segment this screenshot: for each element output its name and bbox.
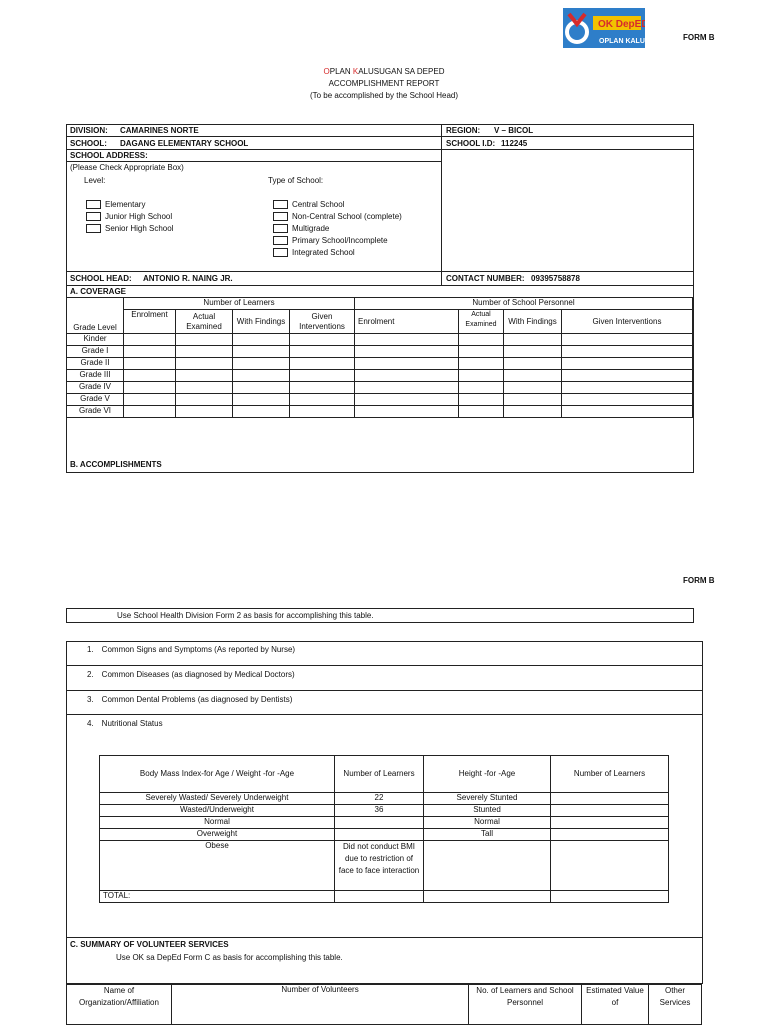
- head-value: ANTONIO R. NAING JR.: [143, 274, 233, 283]
- volunteer-title: C. SUMMARY OF VOLUNTEER SERVICES: [70, 940, 229, 949]
- deped-logo: [563, 8, 645, 48]
- table-row: Wasted/Underweight 36 Stunted: [100, 805, 669, 817]
- checkbox[interactable]: [86, 200, 101, 209]
- table-row: Kinder: [67, 334, 693, 346]
- level-elementary[interactable]: Elementary: [86, 199, 145, 211]
- table-row: Grade IV: [67, 382, 693, 394]
- item-3: 3. Common Dental Problems (as diagnosed by Dentists): [87, 695, 293, 704]
- coverage-title: A. COVERAGE: [70, 287, 127, 296]
- type-label: Type of School:: [268, 176, 324, 185]
- level-label: Level:: [84, 176, 106, 185]
- col-estimated-value: Estimated Value of: [582, 985, 649, 1025]
- check-note: (Please Check Appropriate Box): [70, 163, 184, 172]
- school-value: DAGANG ELEMENTARY SCHOOL: [120, 139, 249, 148]
- checkbox[interactable]: [273, 212, 288, 221]
- n1-header: Number of Learners: [335, 756, 424, 793]
- table-row: Overweight Tall: [100, 829, 669, 841]
- hfa-header: Height -for -Age: [424, 756, 551, 793]
- col-enrolment: Enrolment: [124, 310, 176, 334]
- form-label-2: FORM B: [683, 576, 715, 585]
- school-id-label: SCHOOL I.D:: [446, 139, 496, 148]
- nutrition-table: [99, 755, 669, 903]
- type-non-central[interactable]: Non-Central School (complete): [273, 211, 402, 223]
- form-label: FORM B: [683, 33, 715, 42]
- col-given-interventions: Given Interventions: [290, 310, 355, 334]
- checkbox[interactable]: [273, 224, 288, 233]
- coverage-table: [66, 297, 693, 418]
- region-label: REGION:: [446, 126, 481, 135]
- school-id-value: 112245: [501, 139, 528, 148]
- logo-graphic: [563, 8, 645, 48]
- bmi-header: Body Mass Index-for Age / Weight -for -Age: [100, 756, 335, 793]
- title-line-3: (To be accomplished by the School Head): [309, 91, 459, 100]
- type-central[interactable]: Central School: [273, 199, 344, 211]
- address-label: SCHOOL ADDRESS:: [70, 151, 148, 160]
- table-row: Grade II: [67, 358, 693, 370]
- checkbox[interactable]: [273, 200, 288, 209]
- table-row: Severely Wasted/ Severely Underweight 22 Severely Stunted: [100, 793, 669, 805]
- checkbox[interactable]: [86, 212, 101, 221]
- item-2: 2. Common Diseases (as diagnosed by Medical Doctors): [87, 670, 295, 679]
- title-line-2: ACCOMPLISHMENT REPORT: [328, 79, 440, 88]
- table-row: Grade V: [67, 394, 693, 406]
- col-actual-examined: Actual Examined: [176, 310, 233, 334]
- level-junior-high[interactable]: Junior High School: [86, 211, 172, 223]
- volunteer-table: [66, 984, 702, 1025]
- table-row: Grade III: [67, 370, 693, 382]
- grade-level-header: Grade Level: [67, 298, 124, 334]
- region-value: V – BICOL: [494, 126, 534, 135]
- type-multigrade[interactable]: Multigrade: [273, 223, 329, 235]
- table-row: Normal Normal: [100, 817, 669, 829]
- school-label: SCHOOL:: [70, 139, 107, 148]
- type-integrated[interactable]: Integrated School: [273, 247, 355, 259]
- table-row: Grade VI: [67, 406, 693, 418]
- level-senior-high[interactable]: Senior High School: [86, 223, 173, 235]
- contact-value: 09395758878: [531, 274, 580, 283]
- checkbox[interactable]: [86, 224, 101, 233]
- table-row: Grade I: [67, 346, 693, 358]
- health-form-note-box: [66, 608, 694, 623]
- checkbox[interactable]: [273, 236, 288, 245]
- n2-header: Number of Learners: [551, 756, 669, 793]
- col-other-services: Other Services: [649, 985, 702, 1025]
- col-p-with-findings: With Findings: [504, 310, 562, 334]
- type-primary[interactable]: Primary School/Incomplete: [273, 235, 388, 247]
- col-organization: Name of Organization/Affiliation: [67, 985, 172, 1025]
- division-value: CAMARINES NORTE: [120, 126, 199, 135]
- svg-text:OK DepED: OK DepED: [598, 19, 645, 30]
- accomplishments-title: B. ACCOMPLISHMENTS: [70, 460, 162, 469]
- contact-label: CONTACT NUMBER:: [446, 274, 525, 283]
- head-label: SCHOOL HEAD:: [70, 274, 132, 283]
- col-p-actual-examined: Actual Examined: [459, 310, 504, 334]
- learners-header: Number of Learners: [124, 298, 355, 310]
- report-title: [220, 66, 548, 102]
- col-p-given-interventions: Given Interventions: [562, 310, 693, 334]
- checkbox[interactable]: [273, 248, 288, 257]
- title-line-1: OPLAN KALUSUGAN SA DEPED: [323, 67, 445, 76]
- col-volunteers: Number of Volunteers: [172, 985, 469, 1025]
- personnel-header: Number of School Personnel: [355, 298, 693, 310]
- item-1: 1. Common Signs and Symptoms (As reported by Nurse): [87, 645, 296, 654]
- svg-text:OPLAN KALUS: OPLAN KALUS: [599, 38, 645, 45]
- item-4: 4. Nutritional Status: [87, 719, 163, 728]
- table-row: Obese Did not conduct BMI due to restriction of face to face interaction: [100, 841, 669, 891]
- total-row: TOTAL:: [100, 891, 669, 903]
- volunteer-note: Use OK sa DepEd Form C as basis for accomplishing this table.: [116, 953, 343, 962]
- health-form-note: Use School Health Division Form 2 as basis for accomplishing this table.: [117, 611, 374, 620]
- col-learners-personnel: No. of Learners and School Personnel: [469, 985, 582, 1025]
- division-label: DIVISION:: [70, 126, 108, 135]
- col-p-enrolment: Enrolment: [355, 310, 459, 334]
- col-with-findings: With Findings: [233, 310, 290, 334]
